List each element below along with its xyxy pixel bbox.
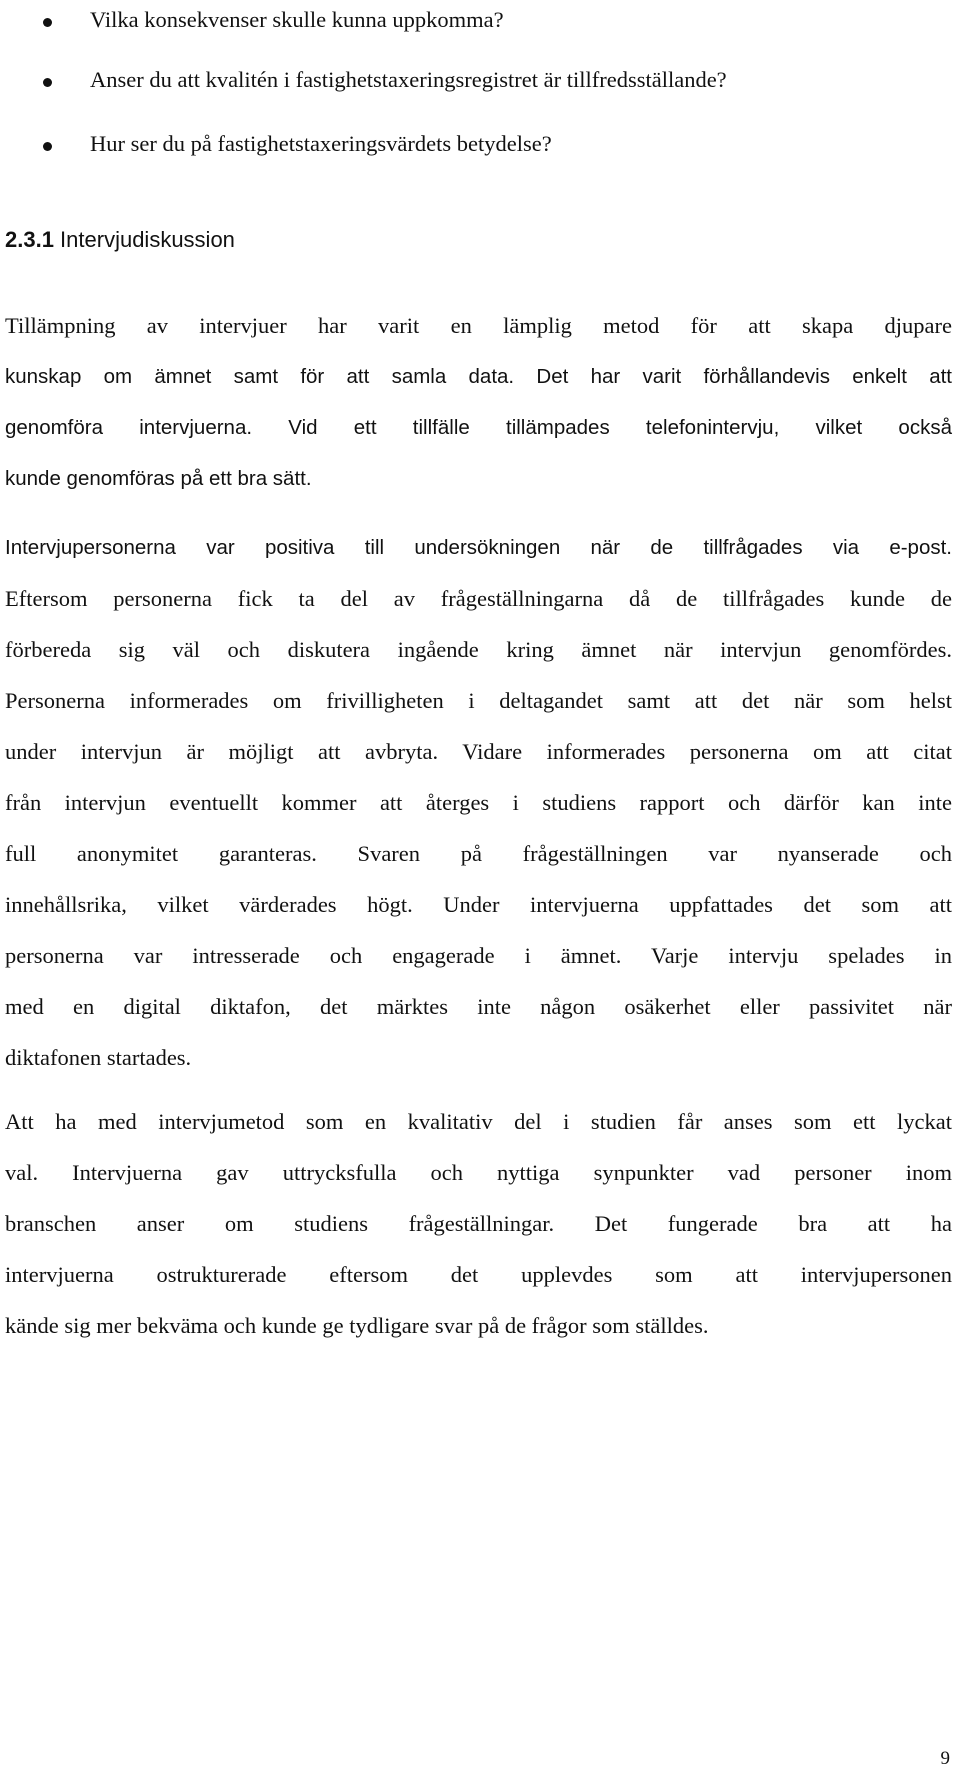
text-line: med en digital diktafon, det märktes inte någon osäkerhet eller passivitet när — [5, 994, 952, 1019]
text-line: full anonymitet garanteras. Svaren på frågeställningen var nyanserade och — [5, 841, 952, 866]
list-item-text: Anser du att kvalitén i fastighetstaxeringsregistret är tillfredsställande? — [90, 67, 727, 92]
text-line: val. Intervjuerna gav uttrycksfulla och nyttiga synpunkter vad personer inom — [5, 1160, 952, 1185]
bullet-icon — [43, 142, 52, 151]
text-line: branschen anser om studiens frågeställningar. Det fungerade bra att ha — [5, 1211, 952, 1236]
list-item-text: Hur ser du på fastighetstaxeringsvärdets betydelse? — [90, 131, 552, 156]
paragraph-interviewees — [5, 532, 952, 1093]
paragraph-intro — [5, 310, 952, 514]
text-line: kunskap om ämnet samt för att samla data. Det har varit förhållandevis enkelt att — [5, 365, 952, 388]
text-line: innehållsrika, vilket värderades högt. Under intervjuerna uppfattades det som att — [5, 892, 952, 917]
text-line: från intervjun eventuellt kommer att återges i studiens rapport och därför kan inte — [5, 790, 952, 815]
text-line: Tillämpning av intervjuer har varit en lämplig metod för att skapa djupare — [5, 313, 952, 338]
bullet-icon — [43, 78, 52, 87]
text-line: diktafonen startades. — [5, 1045, 192, 1070]
paragraph-conclusion — [5, 1106, 952, 1361]
list-item — [0, 64, 960, 104]
text-line: genomföra intervjuerna. Vid ett tillfälle tillämpades telefonintervju, vilket också — [5, 416, 952, 439]
text-line: intervjuerna ostrukturerade eftersom det upplevdes som att intervjupersonen — [5, 1262, 952, 1287]
text-line: Personerna informerades om frivilligheten i deltagandet samt att det när som helst — [5, 688, 952, 713]
bullet-icon — [43, 18, 52, 27]
list-item — [0, 128, 960, 168]
page-number: 9 — [940, 1748, 950, 1769]
text-line: under intervjun är möjligt att avbryta. Vidare informerades personerna om att citat — [5, 739, 952, 764]
text-line: Eftersom personerna fick ta del av frågeställningarna då de tillfrågades kunde de — [5, 586, 952, 611]
text-line: kunde genomföras på ett bra sätt. — [5, 467, 312, 490]
section-number: 2.3.1 — [5, 227, 54, 252]
section-heading — [5, 224, 235, 256]
text-line: Intervjupersonerna var positiva till undersökningen när de tillfrågades via e-post. — [5, 536, 952, 559]
list-item-text: Vilka konsekvenser skulle kunna uppkomma? — [90, 7, 504, 32]
text-line: personerna var intresserade och engagerade i ämnet. Varje intervju spelades in — [5, 943, 952, 968]
section-title: Intervjudiskussion — [53, 227, 235, 252]
text-line: kände sig mer bekväma och kunde ge tydligare svar på de frågor som ställdes. — [5, 1313, 709, 1338]
text-line: Att ha med intervjumetod som en kvalitativ del i studien får anses som ett lyckat — [5, 1109, 952, 1134]
text-line: förbereda sig väl och diskutera ingående kring ämnet när intervjun genomfördes. — [5, 637, 952, 662]
list-item — [0, 4, 960, 44]
